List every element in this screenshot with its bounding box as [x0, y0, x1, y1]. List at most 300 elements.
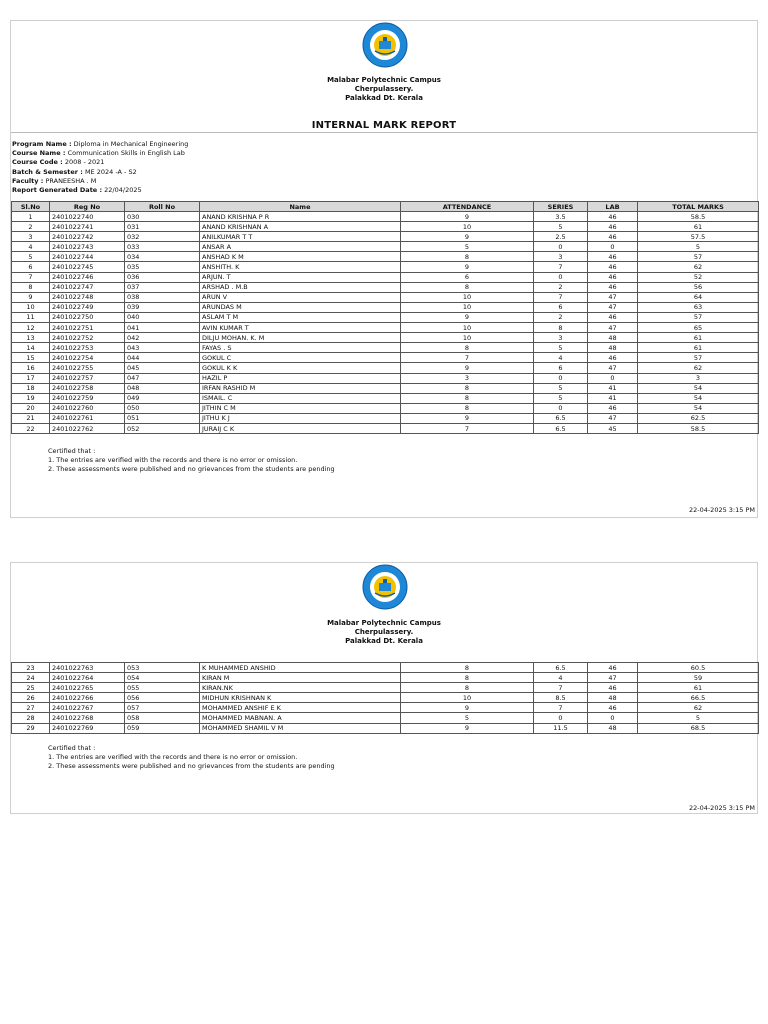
cell-lab: 48 [588, 343, 638, 353]
course-details [12, 140, 188, 195]
cell-rollno: 050 [125, 403, 200, 413]
table-row [12, 403, 759, 413]
cell-attendance: 9 [401, 363, 534, 373]
cell-total: 61 [638, 333, 759, 343]
cell-total: 66.5 [638, 693, 759, 703]
cell-series: 2.5 [534, 232, 588, 242]
cell-name: FAYAS . S [200, 343, 401, 353]
cell-slno: 18 [12, 383, 50, 393]
cell-slno: 16 [12, 363, 50, 373]
cell-lab: 41 [588, 393, 638, 403]
cell-series: 8.5 [534, 693, 588, 703]
col-lab: LAB [588, 202, 638, 212]
cell-slno: 9 [12, 292, 50, 302]
cell-series: 5 [534, 383, 588, 393]
cell-regno: 2401022749 [50, 302, 125, 312]
cell-slno: 14 [12, 343, 50, 353]
cell-attendance: 10 [401, 693, 534, 703]
report-page-2 [10, 562, 758, 814]
table-row [12, 272, 759, 282]
cell-regno: 2401022763 [50, 663, 125, 673]
generated-timestamp: 22-04-2025 3:15 PM [688, 804, 755, 812]
cell-regno: 2401022743 [50, 242, 125, 252]
cell-name: MOHAMMED SHAMIL V M [200, 723, 401, 733]
cell-lab: 41 [588, 383, 638, 393]
cell-series: 5 [534, 343, 588, 353]
date-line [12, 186, 188, 195]
cell-name: IRFAN RASHID M [200, 383, 401, 393]
cell-regno: 2401022740 [50, 212, 125, 222]
program-line [12, 140, 188, 149]
cell-name: HAZIL P [200, 373, 401, 383]
cell-regno: 2401022746 [50, 272, 125, 282]
cell-regno: 2401022768 [50, 713, 125, 723]
table-row [12, 363, 759, 373]
cell-attendance: 8 [401, 393, 534, 403]
batch-line [12, 168, 188, 177]
cell-name: K MUHAMMED ANSHID [200, 663, 401, 673]
cell-attendance: 10 [401, 323, 534, 333]
cell-lab: 47 [588, 323, 638, 333]
table-row [12, 673, 759, 683]
cell-name: JURAIJ C K [200, 423, 401, 433]
cell-name: ANAND KRISHNA P R [200, 212, 401, 222]
college-header [11, 76, 757, 103]
cell-series: 2 [534, 312, 588, 322]
cell-attendance: 6 [401, 272, 534, 282]
cell-name: ARUNDAS M [200, 302, 401, 312]
cell-series: 7 [534, 683, 588, 693]
cell-series: 0 [534, 713, 588, 723]
cell-slno: 12 [12, 323, 50, 333]
cell-name: KIRAN M [200, 673, 401, 683]
cell-attendance: 9 [401, 413, 534, 423]
table-row [12, 373, 759, 383]
cell-total: 62 [638, 262, 759, 272]
course-line [12, 149, 188, 158]
college-name: Malabar Polytechnic Campus [327, 619, 441, 627]
cell-name: ANILKUMAR T T [200, 232, 401, 242]
cell-series: 6.5 [534, 413, 588, 423]
certificate-note [48, 744, 335, 772]
cell-attendance: 10 [401, 292, 534, 302]
table-row [12, 393, 759, 403]
cell-attendance: 10 [401, 302, 534, 312]
cell-series: 7 [534, 262, 588, 272]
col-name: Name [200, 202, 401, 212]
cell-total: 56 [638, 282, 759, 292]
table-row [12, 413, 759, 423]
cell-lab: 0 [588, 713, 638, 723]
cell-regno: 2401022741 [50, 222, 125, 232]
college-name: Malabar Polytechnic Campus [327, 76, 441, 84]
cell-rollno: 034 [125, 252, 200, 262]
cell-lab: 48 [588, 693, 638, 703]
cell-regno: 2401022755 [50, 363, 125, 373]
cell-series: 8 [534, 323, 588, 333]
cell-attendance: 3 [401, 373, 534, 383]
cell-name: GOKUL C [200, 353, 401, 363]
cell-lab: 0 [588, 242, 638, 252]
cell-rollno: 055 [125, 683, 200, 693]
cell-name: ANSHAD K M [200, 252, 401, 262]
cell-rollno: 057 [125, 703, 200, 713]
cell-rollno: 030 [125, 212, 200, 222]
cell-series: 6.5 [534, 663, 588, 673]
cell-regno: 2401022765 [50, 683, 125, 693]
cell-lab: 48 [588, 723, 638, 733]
table-row [12, 693, 759, 703]
table-row [12, 663, 759, 673]
cell-slno: 26 [12, 693, 50, 703]
cell-lab: 46 [588, 212, 638, 222]
cell-total: 61 [638, 343, 759, 353]
cell-total: 5 [638, 242, 759, 252]
cell-regno: 2401022748 [50, 292, 125, 302]
col-rollno: Roll No [125, 202, 200, 212]
cell-name: MIDHUN KRISHNAN K [200, 693, 401, 703]
cell-slno: 20 [12, 403, 50, 413]
table-row [12, 343, 759, 353]
cell-series: 6.5 [534, 423, 588, 433]
table-row [12, 713, 759, 723]
cell-lab: 46 [588, 312, 638, 322]
cell-slno: 7 [12, 272, 50, 282]
cell-series: 4 [534, 673, 588, 683]
cell-series: 3.5 [534, 212, 588, 222]
table-row [12, 222, 759, 232]
cell-lab: 46 [588, 282, 638, 292]
cell-slno: 11 [12, 312, 50, 322]
faculty-value: PRANEESHA . M [45, 176, 97, 185]
cell-rollno: 040 [125, 312, 200, 322]
cell-attendance: 8 [401, 282, 534, 292]
cell-attendance: 8 [401, 683, 534, 693]
cell-slno: 13 [12, 333, 50, 343]
table-row [12, 242, 759, 252]
cell-regno: 2401022769 [50, 723, 125, 733]
cell-slno: 23 [12, 663, 50, 673]
cell-slno: 19 [12, 393, 50, 403]
cell-attendance: 8 [401, 673, 534, 683]
cell-lab: 0 [588, 373, 638, 383]
cell-regno: 2401022758 [50, 383, 125, 393]
cell-rollno: 038 [125, 292, 200, 302]
table-row [12, 282, 759, 292]
cell-name: ARJUN. T [200, 272, 401, 282]
cell-total: 60.5 [638, 663, 759, 673]
cell-attendance: 9 [401, 723, 534, 733]
cell-slno: 4 [12, 242, 50, 252]
cell-rollno: 052 [125, 423, 200, 433]
cell-series: 7 [534, 292, 588, 302]
code-label: Course Code : [12, 158, 63, 167]
col-regno: Reg No [50, 202, 125, 212]
cell-rollno: 039 [125, 302, 200, 312]
cell-name: MOHAMMED MABNAN. A [200, 713, 401, 723]
cell-slno: 29 [12, 723, 50, 733]
cell-rollno: 047 [125, 373, 200, 383]
cell-total: 58.5 [638, 423, 759, 433]
table-row [12, 212, 759, 222]
cell-series: 3 [534, 333, 588, 343]
cell-attendance: 7 [401, 353, 534, 363]
cell-rollno: 048 [125, 383, 200, 393]
cell-rollno: 033 [125, 242, 200, 252]
certificate-heading: Certified that : [48, 744, 96, 752]
cell-attendance: 5 [401, 242, 534, 252]
cell-regno: 2401022766 [50, 693, 125, 703]
faculty-line [12, 177, 188, 186]
cell-total: 64 [638, 292, 759, 302]
table-row [12, 232, 759, 242]
cell-rollno: 042 [125, 333, 200, 343]
cell-slno: 1 [12, 212, 50, 222]
cell-regno: 2401022744 [50, 252, 125, 262]
cell-regno: 2401022764 [50, 673, 125, 683]
cell-regno: 2401022750 [50, 312, 125, 322]
cell-total: 54 [638, 403, 759, 413]
batch-label: Batch & Semester : [12, 167, 83, 176]
cell-lab: 46 [588, 232, 638, 242]
college-logo [361, 21, 409, 69]
col-slno: Sl.No [12, 202, 50, 212]
cell-rollno: 035 [125, 262, 200, 272]
cell-total: 61 [638, 683, 759, 693]
col-attendance: ATTENDANCE [401, 202, 534, 212]
cell-name: ANSHITH. K [200, 262, 401, 272]
cell-name: ARUN V [200, 292, 401, 302]
cell-total: 5 [638, 713, 759, 723]
batch-value: ME 2024 -A - S2 [84, 167, 137, 176]
college-town: Cherpulassery. [354, 85, 414, 93]
cell-slno: 28 [12, 713, 50, 723]
cell-series: 3 [534, 252, 588, 262]
cell-total: 57 [638, 252, 759, 262]
cell-total: 68.5 [638, 723, 759, 733]
cell-total: 65 [638, 323, 759, 333]
cell-series: 0 [534, 373, 588, 383]
generated-timestamp: 22-04-2025 3:15 PM [688, 506, 755, 514]
cell-rollno: 049 [125, 393, 200, 403]
cell-attendance: 8 [401, 343, 534, 353]
code-line [12, 158, 188, 167]
table-row [12, 252, 759, 262]
cell-attendance: 7 [401, 423, 534, 433]
cell-name: DILJU MOHAN. K. M [200, 333, 401, 343]
cell-name: AVIN KUMAR T [200, 323, 401, 333]
certificate-line-1: 1. The entries are verified with the records and there is no error or omission. [48, 456, 298, 465]
cell-total: 62 [638, 363, 759, 373]
cell-slno: 27 [12, 703, 50, 713]
cell-rollno: 053 [125, 663, 200, 673]
cell-regno: 2401022767 [50, 703, 125, 713]
col-series: SERIES [534, 202, 588, 212]
cell-series: 5 [534, 393, 588, 403]
table-row [12, 323, 759, 333]
cell-regno: 2401022754 [50, 353, 125, 363]
cell-slno: 21 [12, 413, 50, 423]
cell-name: JITHU K J [200, 413, 401, 423]
cell-rollno: 044 [125, 353, 200, 363]
col-total: TOTAL MARKS [638, 202, 759, 212]
code-value: 2008 - 2021 [64, 158, 105, 167]
table-row [12, 262, 759, 272]
cell-total: 54 [638, 383, 759, 393]
cell-attendance: 8 [401, 663, 534, 673]
cell-attendance: 9 [401, 703, 534, 713]
cell-lab: 47 [588, 292, 638, 302]
cell-regno: 2401022747 [50, 282, 125, 292]
cell-attendance: 9 [401, 212, 534, 222]
cell-name: MOHAMMED ANSHIF E K [200, 703, 401, 713]
cell-slno: 8 [12, 282, 50, 292]
table-row [12, 683, 759, 693]
cell-series: 4 [534, 353, 588, 363]
table-row [12, 353, 759, 363]
cell-total: 57.5 [638, 232, 759, 242]
cell-lab: 48 [588, 333, 638, 343]
cell-lab: 46 [588, 222, 638, 232]
cell-lab: 46 [588, 252, 638, 262]
cell-total: 62 [638, 703, 759, 713]
certificate-line-2: 2. These assessments were published and no grievances from the students are pending [48, 465, 335, 474]
cell-attendance: 10 [401, 222, 534, 232]
cell-series: 6 [534, 363, 588, 373]
certificate-line-1: 1. The entries are verified with the records and there is no error or omission. [48, 753, 298, 762]
cell-series: 0 [534, 242, 588, 252]
cell-total: 3 [638, 373, 759, 383]
certificate-heading: Certified that : [48, 447, 96, 455]
college-town: Cherpulassery. [354, 628, 414, 636]
cell-series: 2 [534, 282, 588, 292]
cell-name: JITHIN C M [200, 403, 401, 413]
cell-attendance: 8 [401, 403, 534, 413]
cell-rollno: 059 [125, 723, 200, 733]
date-label: Report Generated Date : [12, 186, 103, 195]
cell-attendance: 8 [401, 252, 534, 262]
table-row [12, 423, 759, 433]
table-row [12, 302, 759, 312]
cell-total: 57 [638, 312, 759, 322]
cell-regno: 2401022760 [50, 403, 125, 413]
program-value: Diploma in Mechanical Engineering [73, 140, 189, 148]
cell-slno: 25 [12, 683, 50, 693]
cell-series: 0 [534, 272, 588, 282]
cell-rollno: 031 [125, 222, 200, 232]
cell-total: 58.5 [638, 212, 759, 222]
table-row [12, 333, 759, 343]
marks-table [11, 201, 759, 434]
cell-regno: 2401022745 [50, 262, 125, 272]
college-district: Palakkad Dt. Kerala [345, 94, 423, 102]
course-value: Communication Skills in English Lab [67, 149, 185, 158]
cell-name: ANSAR A [200, 242, 401, 252]
certificate-line-2: 2. These assessments were published and no grievances from the students are pending [48, 762, 335, 771]
cell-attendance: 9 [401, 312, 534, 322]
title-divider [11, 132, 757, 133]
cell-rollno: 043 [125, 343, 200, 353]
cell-series: 5 [534, 222, 588, 232]
cell-slno: 3 [12, 232, 50, 242]
cell-name: KIRAN.NK [200, 683, 401, 693]
marks-table-continued [11, 662, 759, 734]
cell-name: ANAND KRISHNAN A [200, 222, 401, 232]
cell-lab: 47 [588, 673, 638, 683]
table-header-row [12, 202, 759, 212]
cell-attendance: 9 [401, 262, 534, 272]
cell-lab: 47 [588, 413, 638, 423]
cell-lab: 47 [588, 302, 638, 312]
table-row [12, 292, 759, 302]
cell-total: 61 [638, 222, 759, 232]
cell-slno: 17 [12, 373, 50, 383]
cell-lab: 46 [588, 353, 638, 363]
program-label: Program Name : [12, 140, 72, 148]
cell-slno: 2 [12, 222, 50, 232]
cell-total: 54 [638, 393, 759, 403]
cell-slno: 15 [12, 353, 50, 363]
cell-attendance: 10 [401, 333, 534, 343]
cell-name: ISMAIL. C [200, 393, 401, 403]
cell-slno: 5 [12, 252, 50, 262]
cell-slno: 6 [12, 262, 50, 272]
table-row [12, 723, 759, 733]
cell-lab: 45 [588, 423, 638, 433]
cell-name: GOKUL K K [200, 363, 401, 373]
cell-name: ASLAM T M [200, 312, 401, 322]
cell-rollno: 036 [125, 272, 200, 282]
cell-rollno: 037 [125, 282, 200, 292]
cell-regno: 2401022751 [50, 323, 125, 333]
cell-rollno: 045 [125, 363, 200, 373]
cell-rollno: 032 [125, 232, 200, 242]
college-district: Palakkad Dt. Kerala [345, 637, 423, 645]
report-title: INTERNAL MARK REPORT [311, 120, 457, 131]
cell-attendance: 5 [401, 713, 534, 723]
report-page-1 [10, 20, 758, 518]
cell-rollno: 054 [125, 673, 200, 683]
cell-total: 63 [638, 302, 759, 312]
faculty-label: Faculty : [12, 176, 44, 185]
cell-regno: 2401022761 [50, 413, 125, 423]
cell-total: 52 [638, 272, 759, 282]
cell-rollno: 051 [125, 413, 200, 423]
cell-regno: 2401022762 [50, 423, 125, 433]
cell-regno: 2401022753 [50, 343, 125, 353]
cell-regno: 2401022757 [50, 373, 125, 383]
cell-lab: 46 [588, 703, 638, 713]
cell-attendance: 8 [401, 383, 534, 393]
cell-total: 62.5 [638, 413, 759, 423]
cell-rollno: 058 [125, 713, 200, 723]
cell-rollno: 056 [125, 693, 200, 703]
cell-slno: 22 [12, 423, 50, 433]
college-logo [361, 563, 409, 611]
cell-series: 0 [534, 403, 588, 413]
cell-attendance: 9 [401, 232, 534, 242]
cell-slno: 10 [12, 302, 50, 312]
table-row [12, 312, 759, 322]
cell-lab: 46 [588, 403, 638, 413]
cell-lab: 47 [588, 363, 638, 373]
cell-slno: 24 [12, 673, 50, 683]
certificate-note [48, 447, 335, 475]
cell-total: 59 [638, 673, 759, 683]
cell-rollno: 041 [125, 323, 200, 333]
course-label: Course Name : [12, 149, 66, 158]
cell-regno: 2401022752 [50, 333, 125, 343]
